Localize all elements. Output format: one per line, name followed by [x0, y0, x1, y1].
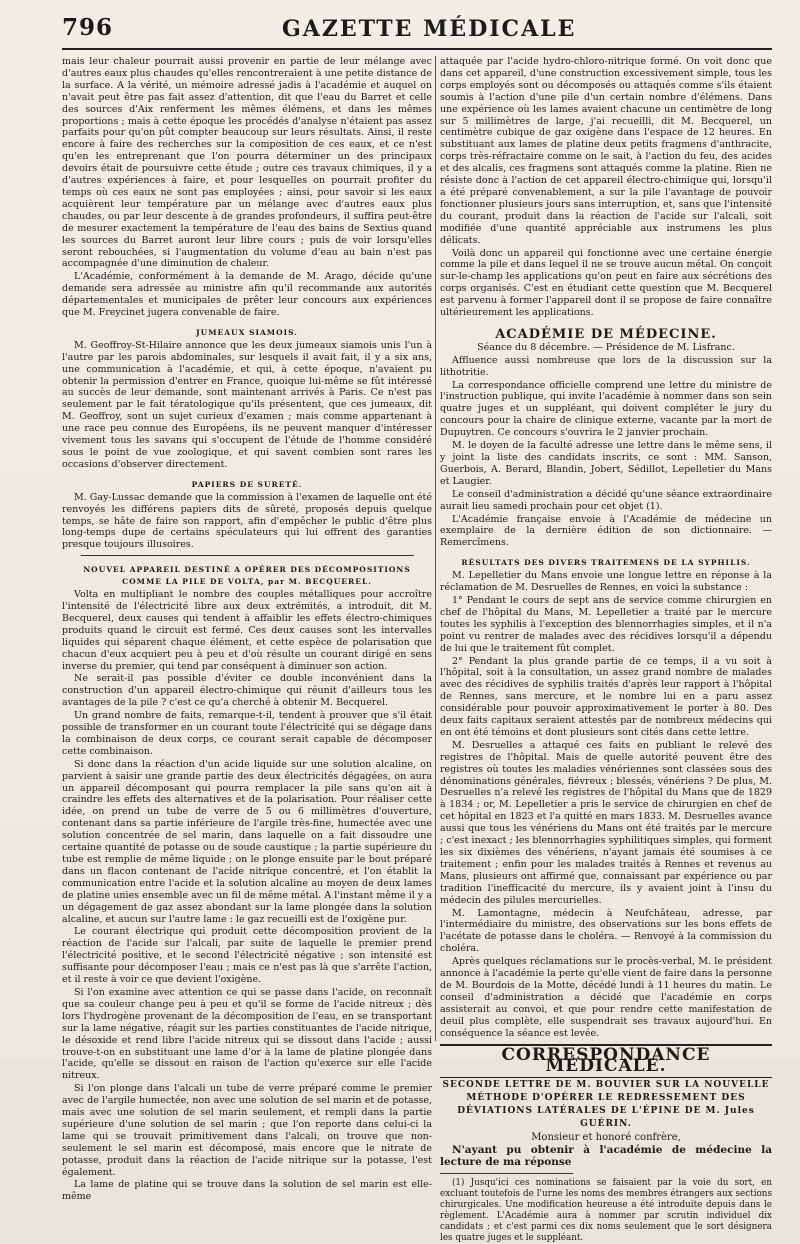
paragraph: Le conseil d'administration a décidé qu'une séance extraordinaire aurait lieu samedi prochain pour cet objet (1).: [440, 488, 772, 512]
left-column: [62, 56, 432, 1203]
section-heading-papiers: PAPIERS DE SURETÉ.: [191, 479, 303, 489]
paragraph: L'Académie, conformément à la demande de M. Arago, décide qu'une demande sera adressée au ministre afin qu'il recommande aux autorités départementales et municipales de prêter leur concours aux expériences que M. Freycinet jugera convenable de faire.: [62, 271, 432, 319]
section-heading-pile: NOUVEL APPAREIL DESTINÉ A OPÉRER DES DÉCOMPOSITIONS COMME LA PILE DE VOLTA, par M. BECQUEREL.: [83, 565, 411, 587]
paragraph: M. Lamontagne, médecin à Neufchâteau, adresse, par l'intermédiaire du ministre, des observations sur les bons effets de l'acétate de potasse dans le choléra. — Renvoyé à la commission du choléra.: [440, 907, 772, 955]
divider: [81, 555, 414, 556]
paragraph: M. le doyen de la faculté adresse une lettre dans le même sens, il y joint la liste des candidats inscrits, ce sont : MM. Sanson, Guerbois, A. Berard, Blandin, Jobert, Sédillot, Lepelletier du Mans et Laugier.: [440, 440, 772, 487]
paragraph: La correspondance officielle comprend une lettre du ministre de l'instruction publique, qui invite l'académie à nommer dans son sein quatre juges et un suppléant, qui doivent compléter le jury du concours pour la chaire de clinique externe, vacante par la mort de Dupuytren. Ce concours s'ouvrira le 2 janvier prochain.: [440, 379, 772, 439]
paragraph: Après quelques réclamations sur le procès-verbal, M. le président annonce à l'académie la perte qu'elle vient de faire dans la personne de M. Bourdois de la Motte, décédé lundi à 11 heures du matin. Le conseil d'administration a décidé que l'académie en corps assisterait au convoi, et que pour rendre cette manifestation de deuil plus complète, elle suspendrait ses travaux aujourd'hui. En conséquence la séance est levée.: [440, 956, 772, 1039]
letter-title: SECONDE LETTRE DE M. BOUVIER SUR LA NOUVELLE MÉTHODE D'OPÉRER LE REDRESSEMENT DES DÉVIATIONS LATÉRALES DE L'ÉPINE DE M. Jules GUÉRIN.: [442, 1080, 770, 1130]
paragraph: Affluence aussi nombreuse que lors de la discussion sur la lithotritie.: [440, 354, 772, 378]
paragraph: Si l'on plonge dans l'alcali un tube de verre préparé comme le premier avec de l'argile humectée, non avec une solution de sel marin et de potasse, mais avec une solution de sel marin seulement, et rempli dans la partie supérieure d'une solution de sel marin ; que l'on reporte dans celui-ci la lame qui se trouvait primitivement dans l'alcali, on trouve que non-seulement le sel marin est décomposé, mais encore que le nitrate de potasse, produit dans la réaction de l'acide nitrique sur la potasse, l'est également.: [62, 1083, 432, 1178]
paragraph: Si donc dans la réaction d'un acide liquide sur une solution alcaline, on parvient à saisir une grande partie des deux électricités dégagées, on aura un appareil décomposant qui pourra remplacer la pile sans qu'on ait à craindre les effets des alternatives et de la polarisation. Pour réaliser cette idée, on prend un tube de verre de 5 ou 6 millimètres d'ouverture, contenant dans sa partie inférieure de l'argile très-fine, humectée avec une solution concentrée de sel marin, dans laquelle on a fait dissoudre une certaine quantité de potasse ou de soude caustique ; la partie supérieure du tube est remplie de même liquide ; on le plonge ensuite par le bout préparé dans un flacon contenant de l'acide nitrique concentré, et l'on établit la communication entre l'acide et la solution alcaline au moyen de deux lames de platine unies ensemble avec un fil de même métal. A l'instant même il y a un dégagement de gaz assez abondant sur la lame plongée dans la solution alcaline, et aucun sur l'autre lame : le gaz recueilli est de l'oxigène pur.: [62, 758, 432, 925]
salutation: Monsieur et honoré confrère,: [531, 1132, 681, 1144]
section-heading-correspondance: CORRESPONDANCE MÉDICALE.: [440, 1044, 772, 1079]
journal-title: GAZETTE MÉDICALE: [282, 16, 577, 42]
paragraph: Ne serait-il pas possible d'éviter ce double inconvénient dans la construction d'un appareil électro-chimique qui réunit d'ailleurs tous les avantages de la pile ? c'est ce qu'a cherché à obtenir M. Becquerel.: [62, 673, 432, 709]
paragraph: M. Gay-Lussac demande que la commission à l'examen de laquelle ont été renvoyés les différens papiers dits de sûreté, proposés depuis quelque temps, se hâte de faire son rapport, afin d'empêcher le public d'être plus long-temps dupe de certains spéculateurs qui lui offrent des garanties presque toujours illusoires.: [62, 491, 432, 551]
letter-lead: N'ayant pu obtenir à l'académie de médecine la lecture de ma réponse: [440, 1144, 772, 1169]
paragraph: 1° Pendant le cours de sept ans de service comme chirurgien en chef de l'hôpital du Mans, M. Lepelletier a traité par le mercure toutes les syphilis à l'exception des blennorrhagies simples, et il n'a point vu rentrer de malades avec des récidives lorsqu'il a dépendu de lui que le traitement fût complet.: [440, 594, 772, 654]
seance-line: Séance du 8 décembre. — Présidence de M. Lisfranc.: [477, 341, 735, 353]
paragraph: 2° Pendant la plus grande partie de ce temps, il a vu soit à l'hôpital, soit à la consultation, un assez grand nombre de malades avec des récidives de syphilis traités d'après leur rapport à l'hôpital de Rennes, sans mercure, et le nombre lui en a paru assez considérable pour pouvoir approximativement le porter à 80. Des deux faits capitaux seraient attestés par de nombreux médecins qui en ont été témoins et dont plusieurs sont cités dans cette lettre.: [440, 655, 772, 738]
page-number: 796: [62, 14, 114, 41]
paragraph: Le courant électrique qui produit cette décomposition provient de la réaction de l'acide sur l'alcali, par suite de laquelle le premier prend l'électricité positive, et le second l'électricité négative ; son intensité est suffisante pour décomposer l'eau ; mais ce n'est pas là que s'arrête l'action, et il reste à voir ce que devient l'oxigène.: [62, 926, 432, 986]
footnote: (1) Jusqu'ici ces nominations se faisaient par la voie du sort, en excluant toutefois de l'urne les noms des membres étrangers aux sections chirurgicales. Une modification heureuse a été introduite depuis dans le règlement. L'Académie aura à nommer par scrutin individuel dix candidats ; et c'est parmi ces dix noms seulement que le sort désignera les quatre juges et le suppléant.: [440, 1178, 772, 1244]
paragraph: L'Académie française envoie à l'Académie de médecine un exemplaire de la dernière édition de son dictionnaire. — Remercîmens.: [440, 513, 772, 549]
footnote-rule: [440, 1173, 573, 1174]
paragraph: Volta en multipliant le nombre des couples métalliques pour accroître l'intensité de l'électricité libre aux deux extrémités, a introduit, dit M. Becquerel, deux causes qui tendent à affaiblir les effets électro-chimiques produits quand le circuit est fermé. Ces deux causes sont les intervalles liquides qui séparent chaque élément, et cette espèce de polarisation que chacun d'eux acquiert peu à peu et d'où résulte un courant dirigé en sens inverse du premier, qui tend par conséquent à diminuer son action.: [62, 589, 432, 672]
section-heading-jumeaux: JUMEAUX SIAMOIS.: [196, 327, 298, 337]
section-heading-academie: ACADÉMIE DE MÉDECINE.: [495, 326, 717, 342]
paragraph: attaquée par l'acide hydro-chloro-nitrique formé. On voit donc que dans cet appareil, d'une construction excessivement simple, tous les corps employés sont ou décomposés ou attaqués comme s'ils étaient soumis à l'action d'une pile d'un certain nombre d'élémens. Dans une expérience où les lames avaient chacune un centimètre de long sur 5 millimètres de large, j'ai recueilli, dit M. Becquerel, un centimètre cubique de gaz oxigène dans l'espace de 12 heures. En substituant aux lames de platine deux petits fragmens d'anthracite, corps très-réfractaire comme on le sait, à l'action du feu, des acides et des alcalis, ces fragmens sont attaqués comme la platine. Rien ne résiste donc à l'action de cet appareil électro-chimique qui, lorsqu'il a été préparé convenablement, a sur la pile l'avantage de pouvoir fonctionner plusieurs jours sans interruption, et, sans que l'intensité du courant, produit dans la réaction de l'acide sur l'alcali, soit modifiée d'une quantité appréciable aux instrumens les plus délicats.: [440, 56, 772, 246]
paragraph: Un grand nombre de faits, remarque-t-il, tendent à prouver que s'il était possible de transformer en un courant toute l'électricité qui se dégage dans la combinaison de deux corps, ce courant serait capable de décomposer cette combinaison.: [62, 710, 432, 757]
page-header: [62, 14, 772, 50]
paragraph: mais leur chaleur pourrait aussi provenir en partie de leur mélange avec d'autres eaux plus chaudes qu'elles rencontreraient à une petite distance de la surface. A la vérité, un mémoire adressé jadis à l'académie et auquel on n'avait peut être pas fait assez d'attention, dit que l'eau du Barret et celle des sources d'Aix renferment les mêmes élémens, et dans les mêmes proportions ; mais à cette époque les procédés d'analyse n'étaient pas assez parfaits pour qu'on pût compter beaucoup sur leurs résultats. Ainsi, il reste encore à faire des recherches sur la composition de ces eaux, et ce n'est qu'en les entreprenant que l'on pourra déterminer un des principaux devoirs était de poursuivre cette étude ; outre ces travaux chimiques, il y a d'autres expériences à faire, et pour lesquelles on pourrait profiter du temps où ces eaux ne sont pas employées ; ainsi, pour savoir si les eaux acquièrent leur température par un mélange avec d'autres eaux plus chaudes, ou par leur descente à de grandes profondeurs, il suffira peut-être de mesurer exactement la température de l'eau des bains de Sextius quand les sources du Barret auront leur libre cours ; puis de voir lorsqu'elles seront rebouchées, si l'augmentation du volume d'eau au bain n'est pas accompagnée d'une diminution de chaleur.: [62, 56, 432, 270]
right-column: [440, 56, 772, 1244]
paragraph: Voilà donc un appareil qui fonctionne avec une certaine énergie comme la pile et dans lequel il ne se trouve aucun métal. On conçoit sur-le-champ les applications qu'on peut en faire aux sécrétions des corps organisés. C'est en étudiant cette question que M. Becquerel est parvenu à former l'appareil dont il se propose de faire connaître ultérieurement les applications.: [440, 247, 772, 319]
paragraph: M. Lepelletier du Mans envoie une longue lettre en réponse à la réclamation de M. Desruelles de Rennes, en voici la substance :: [440, 570, 772, 594]
paragraph: Si l'on examine avec attention ce qui se passe dans l'acide, on reconnaît que sa couleur change peu à peu et qu'il se forme de l'acide nitreux ; dès lors l'hydrogène provenant de la décomposition de l'eau, en se transportant sur la lame négative, réagit sur les parties constituantes de l'acide nitrique, le désoxide et rend libre l'acide nitreux qui se dissout dans l'acide ; aussi trouve-t-on en substituant une lame d'or à la lame de platine plongée dans l'acide, qu'elle se dissout en raison de l'action qu'exerce sur elle l'acide nitreux.: [62, 986, 432, 1082]
paragraph: La lame de platine qui se trouve dans la solution de sel marin est elle-même: [62, 1179, 432, 1203]
paragraph: M. Geoffroy-St-Hilaire annonce que les deux jumeaux siamois unis l'un à l'autre par les parois abdominales, sur lesquels il avait fait, il y a six ans, une communication à l'académie, et qui, à cette époque, n'avaient pu obtenir la permission d'entrer en France, quoique lui-même se fût intéressé au succès de leur demande, sont maintenant arrivés à Paris. Ce n'est pas seulement par le fait tératologique qu'ils présentent, que ces jumeaux, dit M. Geoffroy, sont un sujet curieux d'examen ; mais comme appartenant à une race peu connue des Européens, ils ne peuvent manquer d'intéresser vivement tous les savans qui s'occupent de l'étude de l'homme considéré sous le point de vue zoologique, et qui savent combien sont rares les occasions d'observer directement.: [62, 339, 432, 470]
section-heading-syphilis: RÉSULTATS DES DIVERS TRAITEMENS DE LA SYPHILIS.: [461, 558, 751, 568]
paragraph: M. Desruelles a attaqué ces faits en publiant le relevé des registres de l'hôpital. Mais de quelle autorité peuvent être des registres où toutes les maladies vénériennes sont classées sous des dénominations générales, fiévreux ; blessés, vénériens ? De plus, M. Desruelles n'a relevé les registres de l'hôpital du Mans que de 1829 à 1834 ; or, M. Lepelletier a pris le service de chirurgien en chef de cet hôpital en 1823 et l'a quitté en mars 1833. M. Desruelles avance aussi que tous les vénériens du Mans ont été traités par le mercure ; c'est inexact ; les blennorrhagies syphilitiques simples, qui forment les six dixièmes des vénériens, n'ayant jamais été soumises à ce traitement ; enfin pour les malades traités à Rennes et revenus au Mans, plusieurs ont affirmé que, connaissant par expérience ou par tradition l'inefficacité du mercure, ils y avaient joint à l'insu du médecin des pilules mercurielles.: [440, 739, 772, 906]
column-rule: [435, 56, 436, 1041]
